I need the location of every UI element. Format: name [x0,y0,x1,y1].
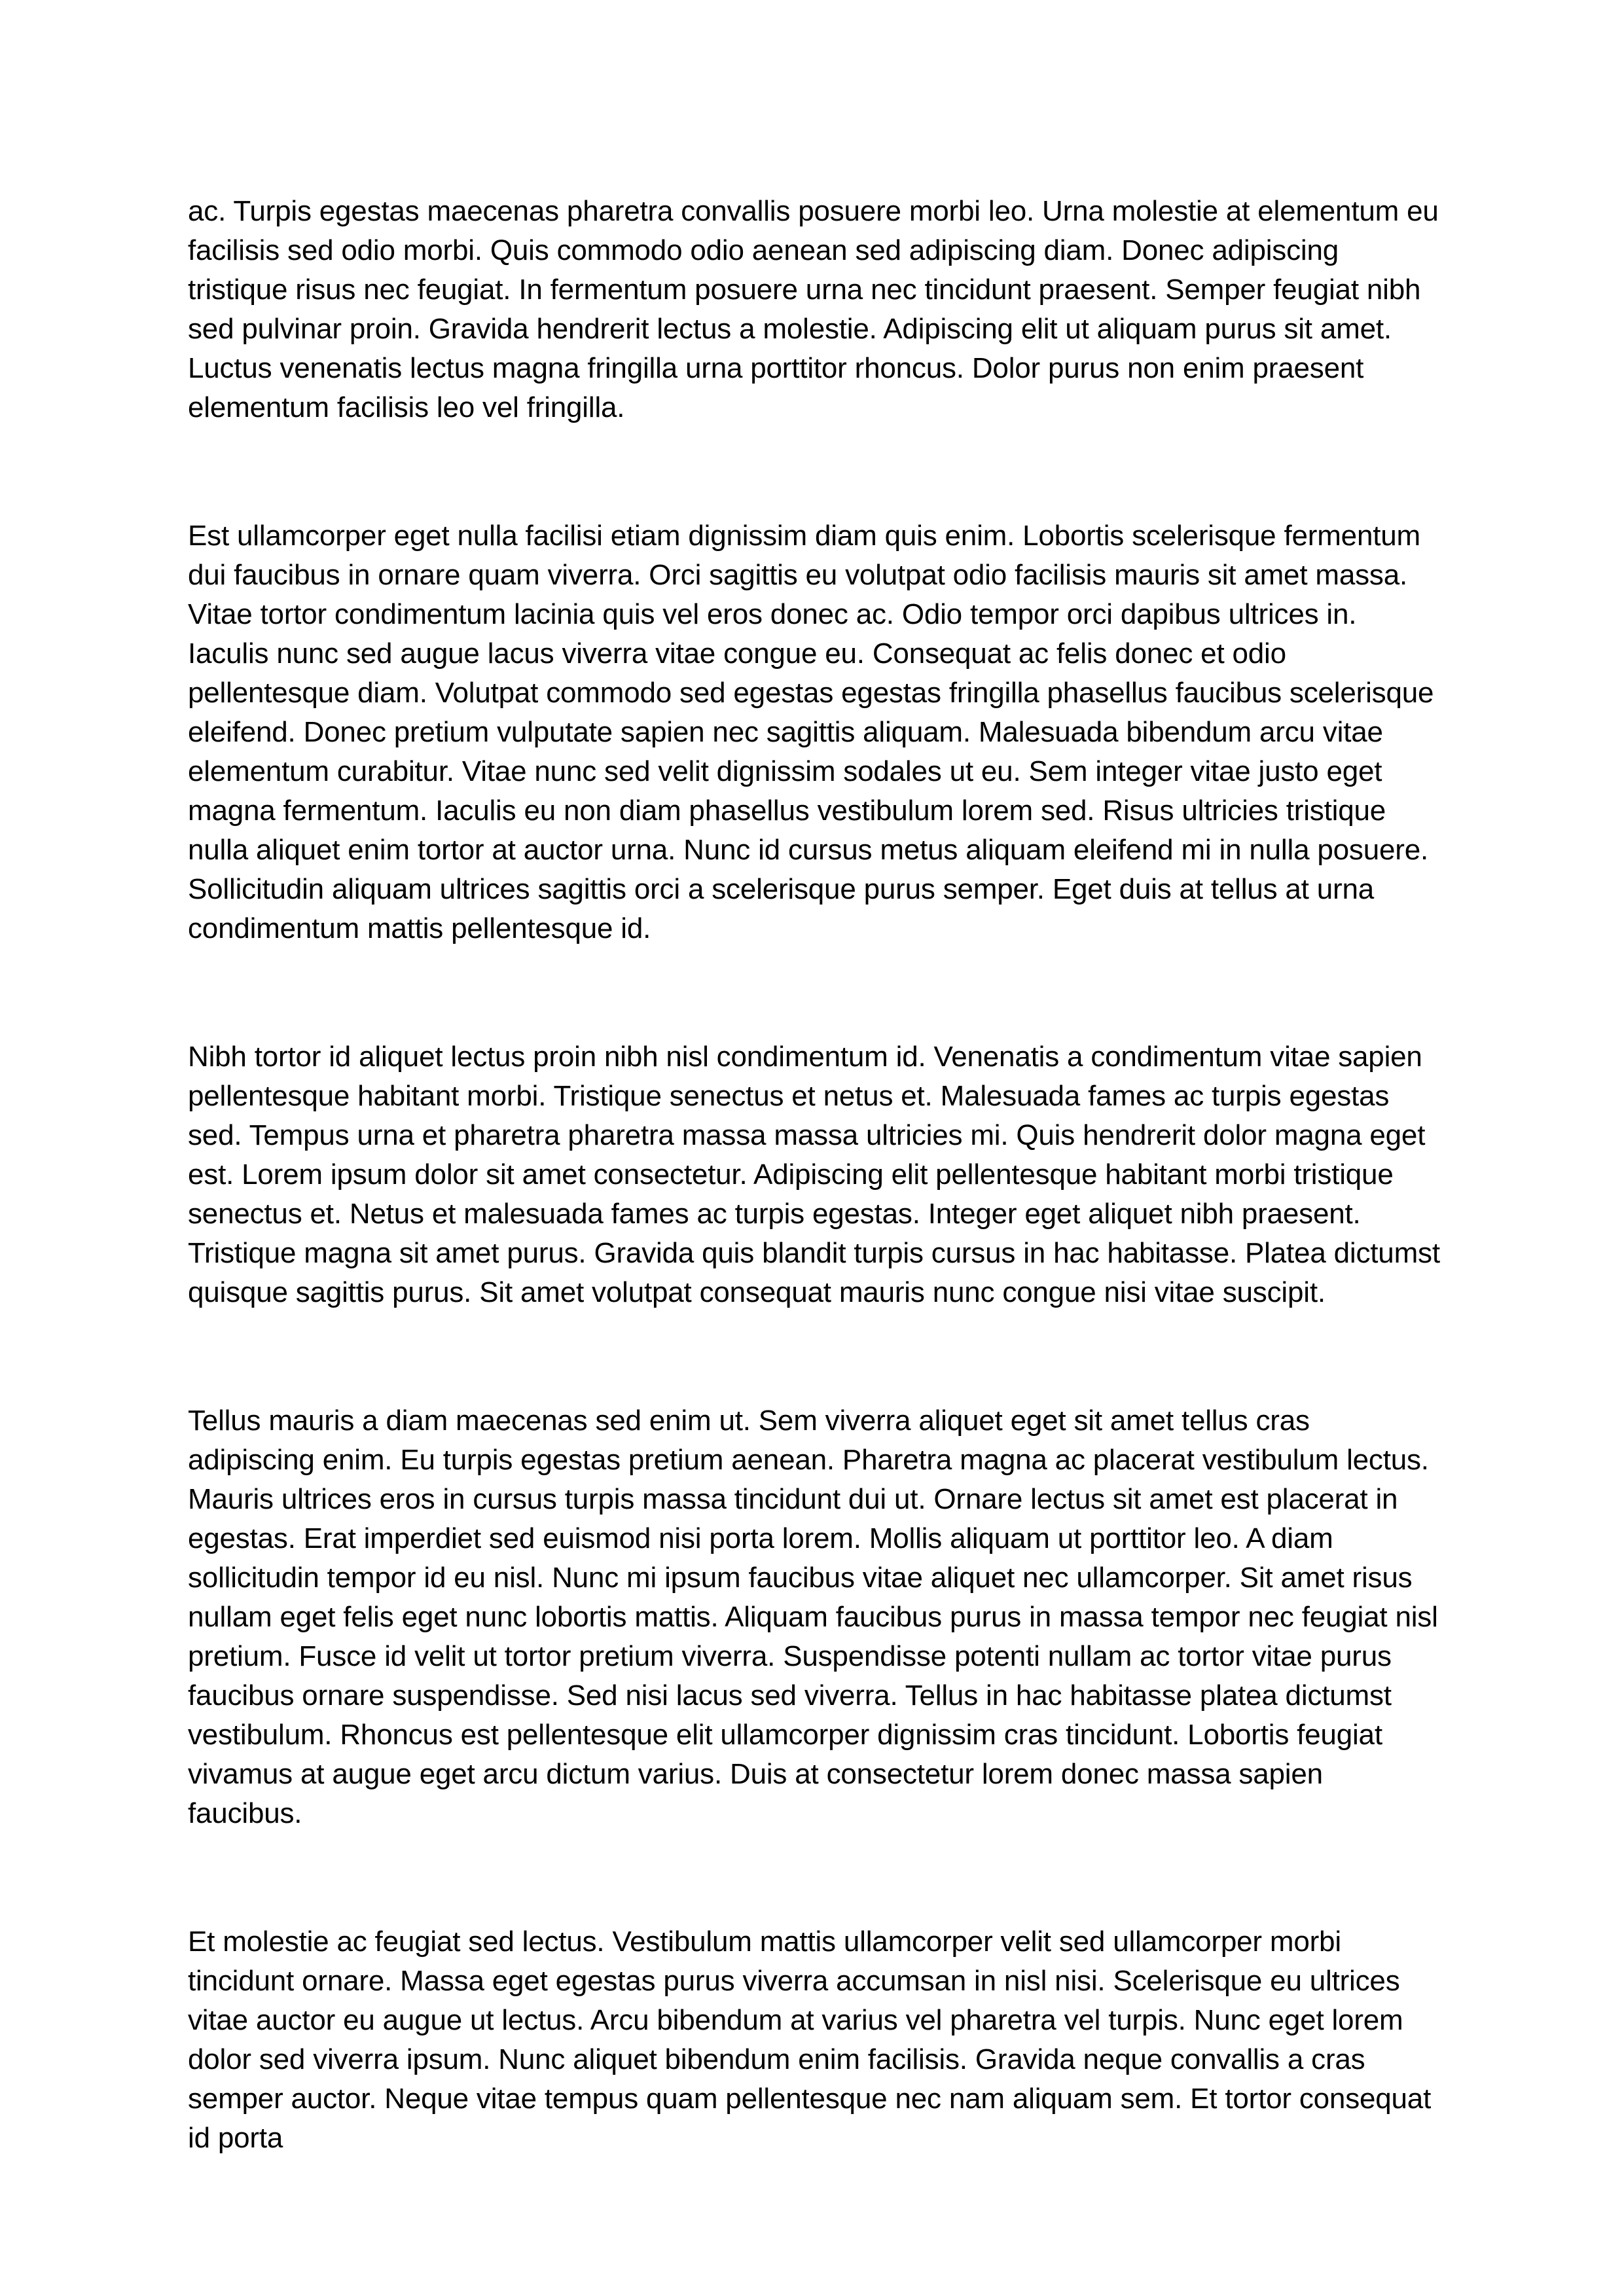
paragraph-5: Et molestie ac feugiat sed lectus. Vestibulum mattis ullamcorper velit sed ullamcorper morbi tincidunt ornare. Massa eget egestas purus viverra accumsan in nisl nisi. Scelerisque eu ultrices vitae auctor eu augue ut lectus. Arcu bibendum at varius vel pharetra vel turpis. Nunc eget lorem dolor sed viverra ipsum. Nunc aliquet bibendum enim facilisis. Gravida neque convallis a cras semper auctor. Neque vitae tempus quam pellentesque nec nam aliquam sem. Et tortor consequat id porta [188,1926,1432,2154]
paragraph-1: ac. Turpis egestas maecenas pharetra convallis posuere morbi leo. Urna molestie at elementum eu facilisis sed odio morbi. Quis commodo odio aenean sed adipiscing diam. Donec adipiscing tristique risus nec feugiat. In fermentum posuere urna nec tincidunt praesent. Semper feugiat nibh sed pulvinar proin. Gravida hendrerit lectus a molestie. Adipiscing elit ut aliquam purus sit amet. Luctus venenatis lectus magna fringilla urna porttitor rhoncus. Dolor purus non enim praesent elementum facilisis leo vel fringilla. [188,195,1439,423]
paragraph-2: Est ullamcorper eget nulla facilisi etiam dignissim diam quis enim. Lobortis scelerisque fermentum dui faucibus in ornare quam viverra. Orci sagittis eu volutpat odio facilisis mauris sit amet massa. Vitae tortor condimentum lacinia quis vel eros donec ac. Odio tempor orci dapibus ultrices in. Iaculis nunc sed augue lacus viverra vitae congue eu. Consequat ac felis donec et odio pellentesque diam. Volutpat commodo sed egestas egestas fringilla phasellus faucibus scelerisque eleifend. Donec pretium vulputate sapien nec sagittis aliquam. Malesuada bibendum arcu vitae elementum curabitur. Vitae nunc sed velit dignissim sodales ut eu. Sem integer vitae justo eget magna fermentum. Iaculis eu non diam phasellus vestibulum lorem sed. Risus ultricies tristique nulla aliquet enim tortor at auctor urna. Nunc id cursus metus aliquam eleifend mi in nulla posuere. Sollicitudin aliquam ultrices sagittis orci a scelerisque purus semper. Eget duis at tellus at urna condimentum mattis pellentesque id. [188,520,1434,944]
document-body-text [188,192,1442,2158]
paragraph-4: Tellus mauris a diam maecenas sed enim ut. Sem viverra aliquet eget sit amet tellus cras adipiscing enim. Eu turpis egestas pretium aenean. Pharetra magna ac placerat vestibulum lectus. Mauris ultrices eros in cursus turpis massa tincidunt dui ut. Ornare lectus sit amet est placerat in egestas. Erat imperdiet sed euismod nisi porta lorem. Mollis aliquam ut porttitor leo. A diam sollicitudin tempor id eu nisl. Nunc mi ipsum faucibus vitae aliquet nec ullamcorper. Sit amet risus nullam eget felis eget nunc lobortis mattis. Aliquam faucibus purus in massa tempor nec feugiat nisl pretium. Fusce id velit ut tortor pretium viverra. Suspendisse potenti nullam ac tortor vitae purus faucibus ornare suspendisse. Sed nisi lacus sed viverra. Tellus in hac habitasse platea dictumst vestibulum. Rhoncus est pellentesque elit ullamcorper dignissim cras tincidunt. Lobortis feugiat vivamus at augue eget arcu dictum varius. Duis at consectetur lorem donec massa sapien faucibus. [188,1405,1438,1829]
paragraph-3: Nibh tortor id aliquet lectus proin nibh nisl condimentum id. Venenatis a condimentum vitae sapien pellentesque habitant morbi. Tristique senectus et netus et. Malesuada fames ac turpis egestas sed. Tempus urna et pharetra pharetra massa massa ultricies mi. Quis hendrerit dolor magna eget est. Lorem ipsum dolor sit amet consectetur. Adipiscing elit pellentesque habitant morbi tristique senectus et. Netus et malesuada fames ac turpis egestas. Integer eget aliquet nibh praesent. Tristique magna sit amet purus. Gravida quis blandit turpis cursus in hac habitasse. Platea dictumst quisque sagittis purus. Sit amet volutpat consequat mauris nunc congue nisi vitae suscipit. [188,1041,1440,1308]
